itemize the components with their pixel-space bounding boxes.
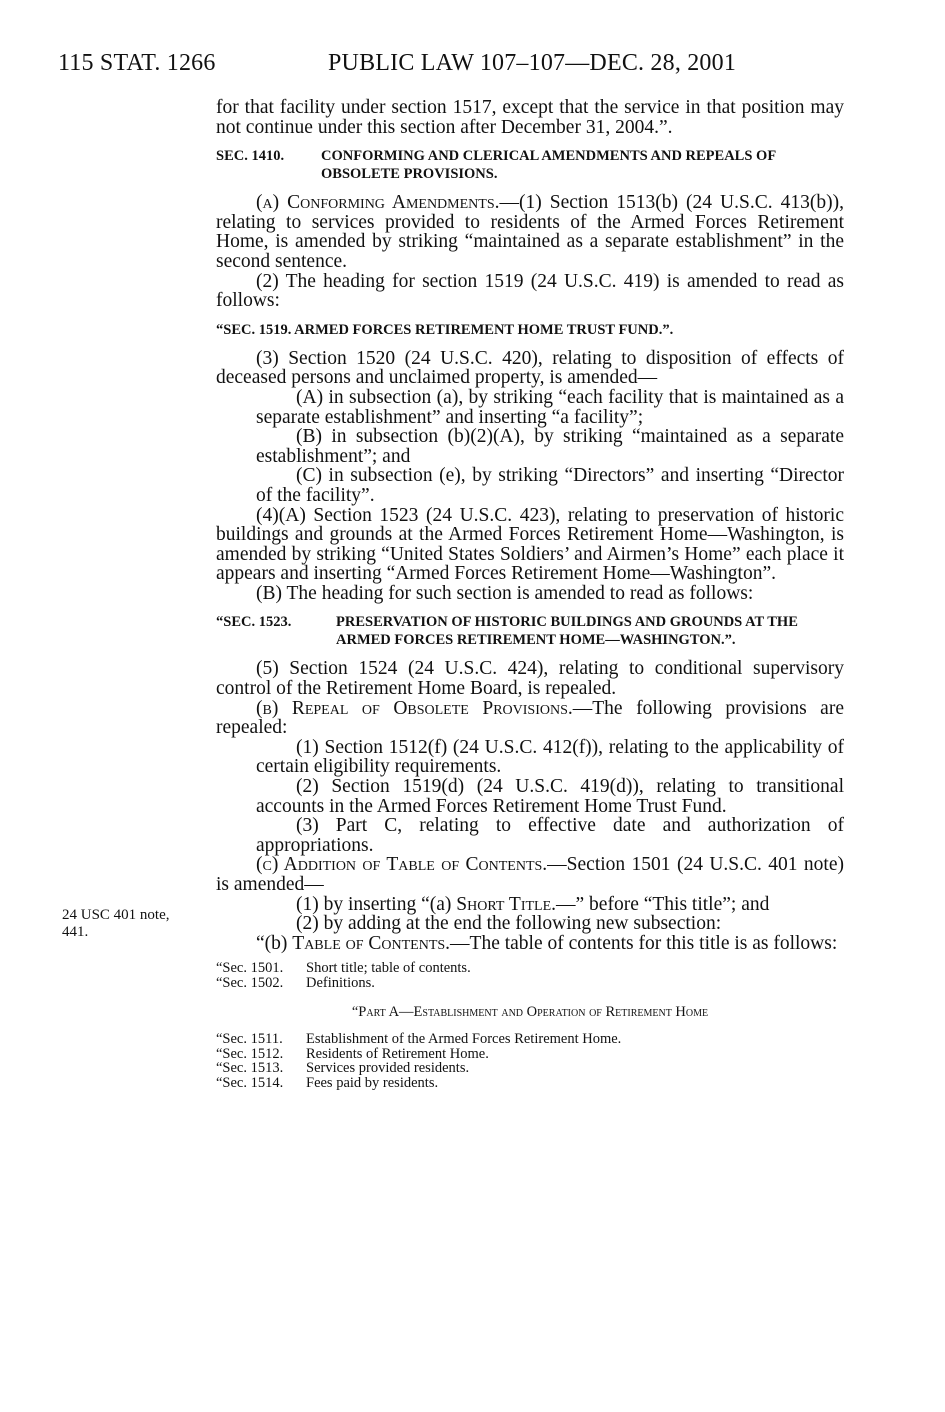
- table-of-contents-label: Table of Contents: [292, 932, 446, 954]
- paragraph-a3-A: (A) in subsection (a), by striking “each facility that is maintained as a separate establishment” and inserting “a facility”;: [256, 386, 844, 428]
- paragraph-b2: (2) Section 1519(d) (24 U.S.C. 419(d)), relating to transitional accounts in the Armed Forces Retirement Home Trust Fund.: [256, 776, 844, 817]
- paragraph-c2-quoted: [216, 934, 844, 954]
- section-1519-heading: “SEC. 1519. ARMED FORCES RETIREMENT HOME TRUST FUND.”.: [216, 321, 674, 338]
- public-law-header: PUBLIC LAW 107–107—DEC. 28, 2001: [328, 50, 737, 76]
- subsection-b-label: (b) Repeal of Obsolete Provisions.: [256, 697, 573, 719]
- toc-item: [216, 961, 844, 976]
- paragraph-c: [216, 855, 844, 894]
- toc-item-number: “Sec. 1512.: [216, 1045, 284, 1062]
- toc-item: [216, 1061, 844, 1076]
- paragraph-b-text: —The following provisions are repealed:: [216, 697, 844, 739]
- paragraph-c2-q-pre: “(b): [256, 932, 293, 954]
- paragraph-c2-q-post: .—The table of contents for this title is as follows:: [445, 932, 838, 954]
- paragraph-a1: [216, 193, 844, 271]
- intro-paragraph: for that facility under section 1517, except that the service in that position may not continue under this section after December 31, 2004.”.: [216, 97, 844, 138]
- paragraph-c2: [216, 914, 844, 934]
- paragraph-c-text: —Section 1501 (24 U.S.C. 401 note) is amended—: [216, 854, 844, 895]
- paragraph-a3-B: (B) in subsection (b)(2)(A), by striking “maintained as a separate establishment”; and: [256, 426, 844, 467]
- paragraph-a3: (3) Section 1520 (24 U.S.C. 420), relating to disposition of effects of deceased persons and unclaimed property, is amended—: [216, 347, 844, 389]
- toc-item-number: “Sec. 1514.: [216, 1074, 284, 1091]
- document-body: [216, 98, 844, 1091]
- paragraph-c2-text: (2) by adding at the end the following new subsection:: [296, 913, 722, 935]
- paragraph-a3-C: (C) in subsection (e), by striking “Directors” and inserting “Director of the facility”.: [256, 465, 844, 506]
- margin-note-line-2: 441.: [62, 924, 89, 940]
- toc-item-number: “Sec. 1501.: [216, 960, 284, 977]
- subsection-a-label: (a) Conforming Amendments.: [256, 192, 500, 214]
- toc-item-title: Short title; table of contents.: [306, 960, 471, 977]
- section-1523-heading: [216, 613, 844, 649]
- paragraph-b3: (3) Part C, relating to effective date and authorization of appropriations.: [256, 815, 844, 856]
- toc-item: [216, 1032, 844, 1047]
- toc-item-number: “Sec. 1513.: [216, 1060, 284, 1077]
- short-title-label: Short Title: [456, 893, 552, 915]
- paragraph-c1: [216, 895, 844, 915]
- paragraph-a2: (2) The heading for section 1519 (24 U.S.C. 419) is amended to read as follows:: [216, 270, 844, 312]
- paragraph-a4A: (4)(A) Section 1523 (24 U.S.C. 423), relating to preservation of historic buildings and grounds at the Armed Forces Retirement Home—Washington, is amended by striking “United States Soldiers’ and Airmen’s Home” each place it appears and inserting “Armed Forces Retirement Home—Washington”.: [216, 504, 844, 585]
- page-number-header: 115 STAT. 1266: [58, 50, 216, 76]
- toc-item-title: Services provided residents.: [306, 1060, 470, 1077]
- section-1523-title: PRESERVATION OF HISTORIC BUILDINGS AND GROUNDS AT THE ARMED FORCES RETIREMENT HOME—WASHINGTON.”.: [336, 614, 798, 649]
- toc-item-title: Residents of Retirement Home.: [306, 1045, 489, 1062]
- paragraph-b: [216, 699, 844, 738]
- toc-top-list: [216, 961, 844, 990]
- toc-item-number: “Sec. 1511.: [216, 1031, 283, 1048]
- toc-item: [216, 976, 844, 991]
- toc-part-a-list: [216, 1032, 844, 1090]
- toc-item-title: Fees paid by residents.: [306, 1074, 439, 1091]
- paragraph-c1-pre: (1) by inserting “(a): [296, 893, 457, 915]
- section-1410-title: CONFORMING AND CLERICAL AMENDMENTS AND REPEALS OF OBSOLETE PROVISIONS.: [321, 148, 776, 183]
- paragraph-b1: (1) Section 1512(f) (24 U.S.C. 412(f)), relating to the applicability of certain eligibility requirements.: [256, 736, 844, 778]
- section-1410-number: SEC. 1410.: [216, 148, 285, 165]
- paragraph-c1-post: .—” before “This title”; and: [551, 893, 770, 915]
- toc-item-title: Definitions.: [306, 974, 375, 991]
- toc-item-number: “Sec. 1502.: [216, 974, 284, 991]
- section-1410-heading: [216, 147, 844, 183]
- subsection-c-label: (c) Addition of Table of Contents.: [256, 854, 548, 876]
- margin-note: [62, 907, 212, 941]
- part-a-heading: “Part A—Establishment and Operation of Retirement Home: [351, 1003, 709, 1020]
- paragraph-a4B: (B) The heading for such section is amended to read as follows:: [256, 582, 754, 604]
- toc-item: [216, 1076, 844, 1091]
- margin-note-line-1: 24 USC 401 note,: [62, 907, 170, 923]
- toc-item: [216, 1047, 844, 1062]
- paragraph-a1-text: —(1) Section 1513(b) (24 U.S.C. 413(b)), relating to services provided to residents of the Armed Forces Retirement Home, is amended by striking “maintained as a separate establishment” in the second sentence.: [216, 192, 844, 272]
- toc-item-title: Establishment of the Armed Forces Retirement Home.: [306, 1031, 622, 1048]
- section-1523-number: “SEC. 1523.: [216, 614, 292, 631]
- paragraph-a5: (5) Section 1524 (24 U.S.C. 424), relating to conditional supervisory control of the Retirement Home Board, is repealed.: [216, 658, 844, 700]
